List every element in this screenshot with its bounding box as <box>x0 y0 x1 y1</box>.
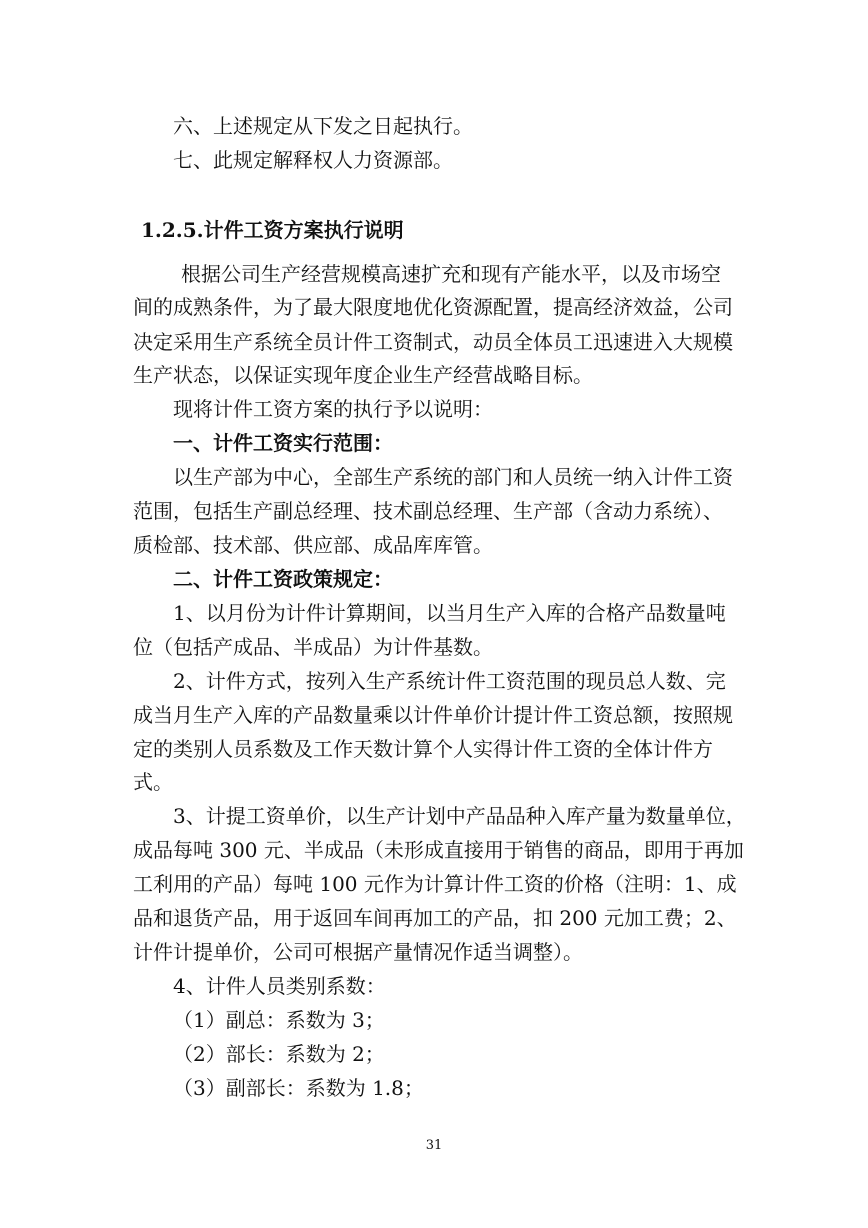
paragraph-line: 式。 <box>133 770 173 794</box>
paragraph-line: 生产状态，以保证实现年度企业生产经营战略目标。 <box>133 363 593 387</box>
section-heading: 1.2.5.计件工资方案执行说明 <box>141 218 404 242</box>
list-item: （1）副总：系数为 3； <box>173 1008 385 1032</box>
paragraph-line: 品和退货产品，用于返回车间再加工的产品，扣 200 元加工费；2、 <box>133 906 737 930</box>
paragraph-line: 计件计提单价，公司可根据产量情况作适当调整）。 <box>133 940 583 964</box>
paragraph-line: 3、计提工资单价，以生产计划中产品品种入库产量为数量单位， <box>173 804 746 828</box>
subheading-scope: 一、计件工资实行范围： <box>173 431 393 455</box>
paragraph-line: 4、计件人员类别系数： <box>173 974 386 998</box>
paragraph-line: 决定采用生产系统全员计件工资制式，动员全体员工迅速进入大规模 <box>133 330 733 354</box>
paragraph-line: 定的类别人员系数及工作天数计算个人实得计件工资的全体计件方 <box>133 737 713 761</box>
paragraph-line: 工利用的产品）每吨 100 元作为计算计件工资的价格（注明：1、成 <box>133 872 737 896</box>
list-item: （2）部长：系数为 2； <box>173 1042 385 1066</box>
page-number: 31 <box>425 1138 443 1153</box>
paragraph-line: 根据公司生产经营规模高速扩充和现有产能水平，以及市场空 <box>181 262 721 286</box>
paragraph-line: 位（包括产成品、半成品）为计件基数。 <box>133 635 493 659</box>
list-item: 六、上述规定从下发之日起执行。 <box>173 114 473 138</box>
paragraph-line: 质检部、技术部、供应部、成品库库管。 <box>133 533 493 557</box>
paragraph-line: 成当月生产入库的产品数量乘以计件单价计提计件工资总额，按照规 <box>133 703 733 727</box>
paragraph-line: 间的成熟条件，为了最大限度地优化资源配置，提高经济效益，公司 <box>133 295 733 319</box>
paragraph-line: 1、以月份为计件计算期间，以当月生产入库的合格产品数量吨 <box>173 601 726 625</box>
paragraph-line: 范围，包括生产副总经理、技术副总经理、生产部（含动力系统）、 <box>133 499 723 523</box>
paragraph-line: 现将计件工资方案的执行予以说明： <box>173 397 493 421</box>
paragraph-line: 以生产部为中心，全部生产系统的部门和人员统一纳入计件工资 <box>173 465 733 489</box>
list-item: （3）副部长：系数为 1.8； <box>173 1076 424 1100</box>
subheading-policy: 二、计件工资政策规定： <box>173 567 393 591</box>
list-item: 七、此规定解释权人力资源部。 <box>173 148 453 172</box>
paragraph-line: 成品每吨 300 元、半成品（未形成直接用于销售的商品，即用于再加 <box>133 838 744 862</box>
paragraph-line: 2、计件方式，按列入生产系统计件工资范围的现员总人数、完 <box>173 669 726 693</box>
